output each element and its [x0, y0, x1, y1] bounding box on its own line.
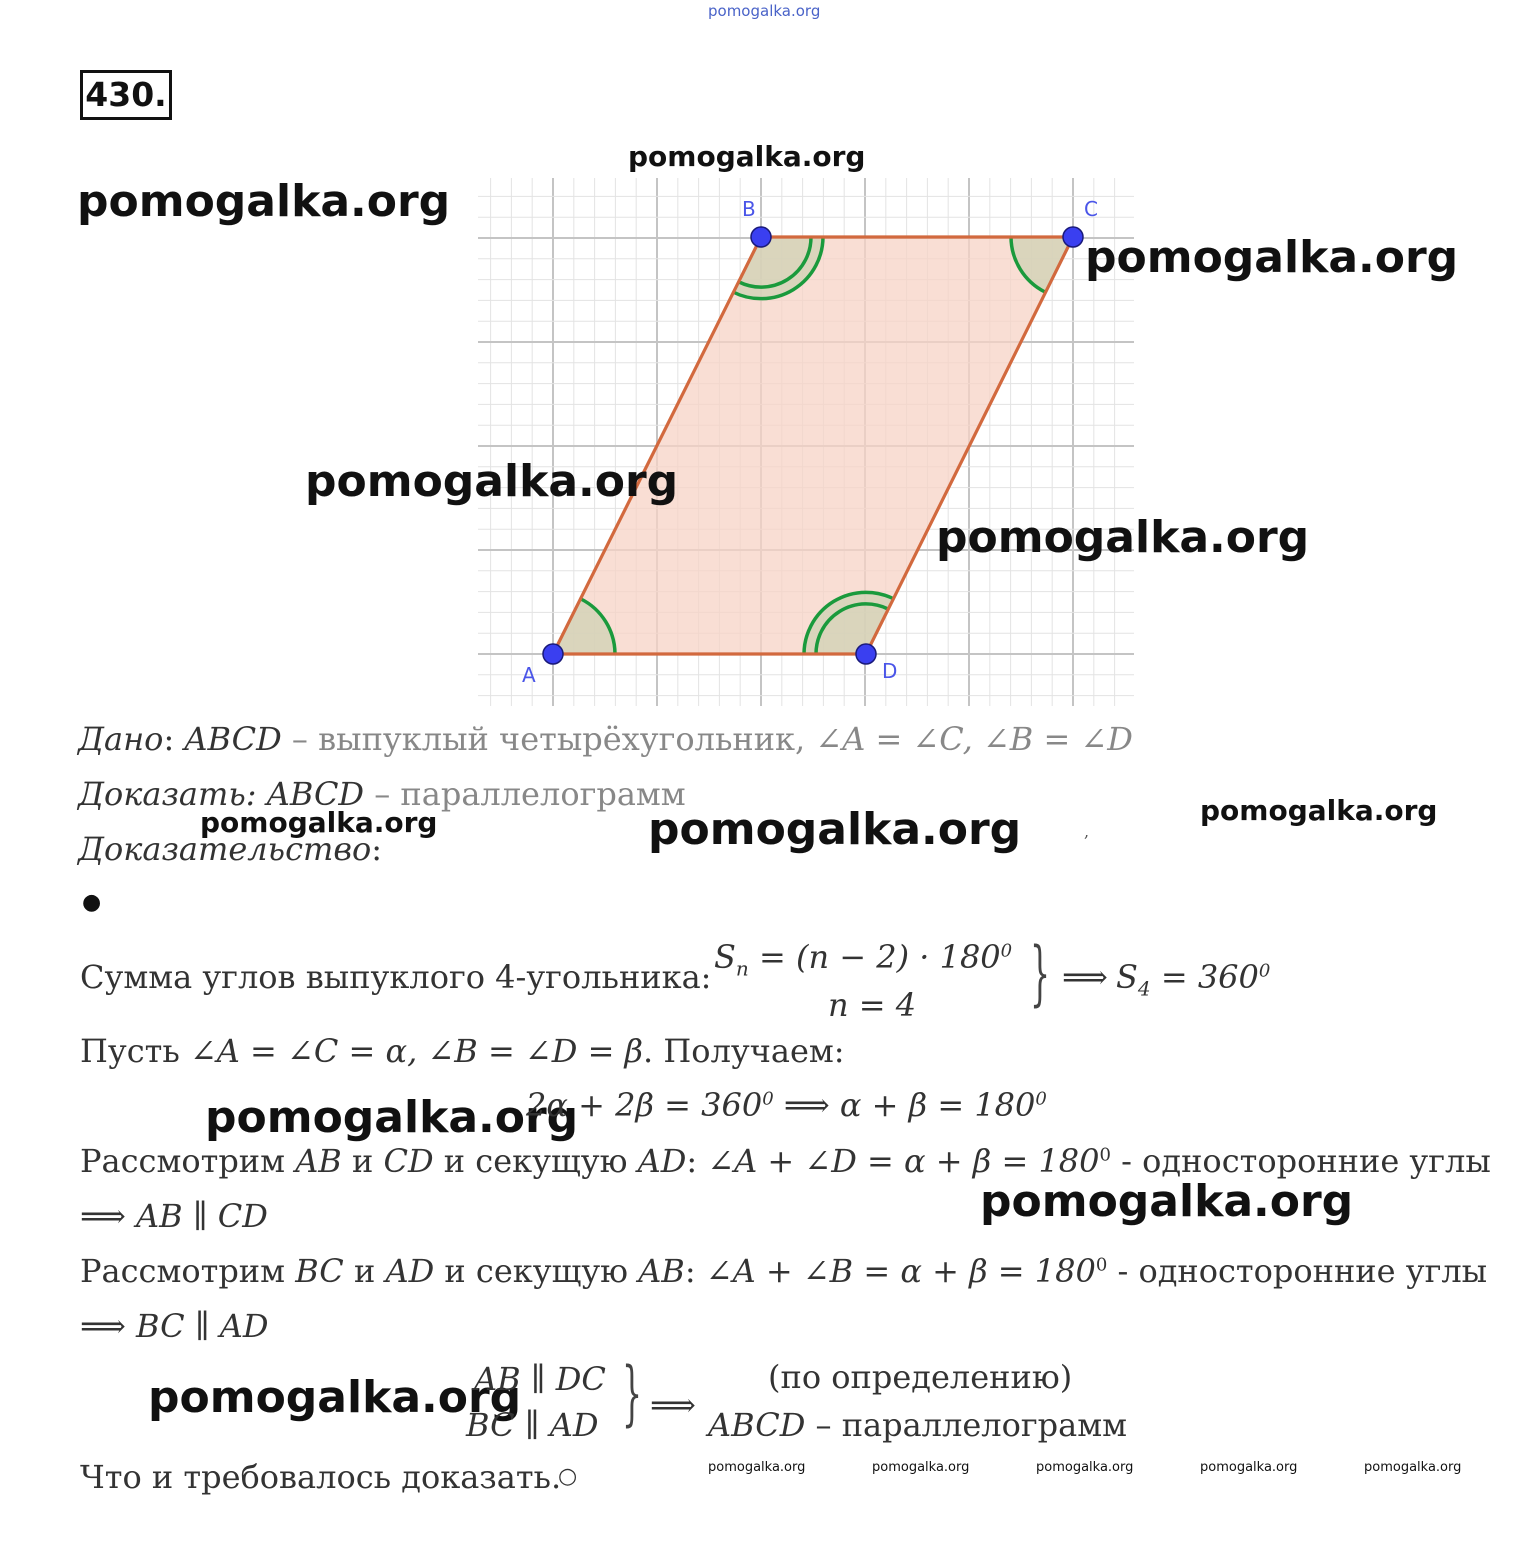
qed-mark: ○	[558, 1464, 578, 1489]
consider-2-conclusion: ⟹ BC ∥ AD	[80, 1307, 269, 1345]
sum-implies: ⟹	[1062, 958, 1108, 996]
stray-comma: ,	[1084, 822, 1090, 841]
watermark-equation: pomogalka.org	[205, 1092, 579, 1143]
point-d	[856, 644, 876, 664]
let-line: Пусть ∠A = ∠C = α, ∠B = ∠D = β. Получаем:	[80, 1032, 845, 1070]
prove-label: Доказать:	[78, 775, 257, 813]
point-a	[543, 644, 563, 664]
consider-1-line: Рассмотрим AB и CD и секущую AD: ∠A + ∠D = $\alpha + \beta = 180^0$ - односторонние углы	[80, 1142, 1491, 1180]
watermark-after-line1: pomogalka.org	[980, 1176, 1354, 1227]
prove-text: – параллелограмм	[364, 775, 686, 813]
final-implies: ⟹	[650, 1386, 696, 1424]
watermark-final: pomogalka.org	[148, 1372, 522, 1423]
given-line: Дано: ABCD – выпуклый четырёхугольник, ∠A = ∠C, ∠B = ∠D	[78, 720, 1133, 758]
given-label: Дано	[78, 720, 164, 758]
equation-line: $2\alpha + 2\beta = 360^0$ ⟹ $\alpha + \beta = 180^0$	[526, 1086, 1047, 1124]
sum-result: $S_4 = 360^0$	[1116, 958, 1271, 1001]
final-brace: }	[622, 1352, 643, 1434]
given-abcd: ABCD	[184, 720, 282, 758]
watermark-footer-3: pomogalka.org	[1036, 1460, 1134, 1475]
final-result: ABCD – параллелограмм	[708, 1406, 1127, 1444]
label-b: B	[742, 197, 756, 221]
watermark-footer-4: pomogalka.org	[1200, 1460, 1298, 1475]
watermark-top: pomogalka.org	[708, 2, 821, 20]
label-d: D	[882, 659, 898, 683]
watermark-figure-top: pomogalka.org	[628, 140, 866, 173]
sum-text: Сумма углов выпуклого 4-угольника:	[80, 958, 712, 996]
watermark-right-of-c: pomogalka.org	[1085, 232, 1459, 283]
given-condition: ∠A = ∠C, ∠B = ∠D	[815, 720, 1133, 758]
let-math: ∠A = ∠C = α, ∠B = ∠D = β	[189, 1032, 644, 1070]
final-line-2: BC ∥ AD	[466, 1406, 599, 1444]
problem-number: 430.	[80, 70, 172, 120]
watermark-big-left: pomogalka.org	[77, 176, 451, 227]
sum-brace: }	[1030, 932, 1051, 1014]
final-definition: (по определению)	[768, 1358, 1073, 1396]
point-b	[751, 227, 771, 247]
watermark-footer-5: pomogalka.org	[1364, 1460, 1462, 1475]
label-a: A	[522, 663, 536, 687]
bullet: ●	[82, 890, 102, 915]
parallelogram-figure	[478, 178, 1138, 708]
prove-abcd: ABCD	[266, 775, 365, 813]
watermark-right-small: pomogalka.org	[1200, 794, 1438, 827]
consider-1-conclusion: ⟹ AB ∥ CD	[80, 1197, 268, 1235]
point-c	[1063, 227, 1083, 247]
given-text: – выпуклый четырёхугольник,	[281, 720, 816, 758]
watermark-under-prove: pomogalka.org	[200, 806, 438, 839]
proof-label: Доказательство	[78, 830, 372, 868]
qed-text: Что и требовалось доказать.	[80, 1458, 562, 1496]
watermark-footer-2: pomogalka.org	[872, 1460, 970, 1475]
final-line-1: AB ∥ DC	[474, 1360, 606, 1398]
watermark-mid-right: pomogalka.org	[936, 512, 1310, 563]
proof-label-line: Доказательство:	[78, 830, 383, 868]
label-c: C	[1084, 197, 1098, 221]
sum-formula-1: $S_n = (n - 2) \cdot 180^0$	[714, 938, 1013, 981]
sum-formula-2: n = 4	[828, 986, 917, 1024]
watermark-footer-1: pomogalka.org	[708, 1460, 806, 1475]
watermark-center: pomogalka.org	[648, 804, 1022, 855]
watermark-mid-left: pomogalka.org	[305, 456, 679, 507]
consider-2-line: Рассмотрим BC и AD и секущую AB: ∠A + ∠B = $\alpha + \beta = 180^0$ - односторонние углы	[80, 1252, 1488, 1290]
